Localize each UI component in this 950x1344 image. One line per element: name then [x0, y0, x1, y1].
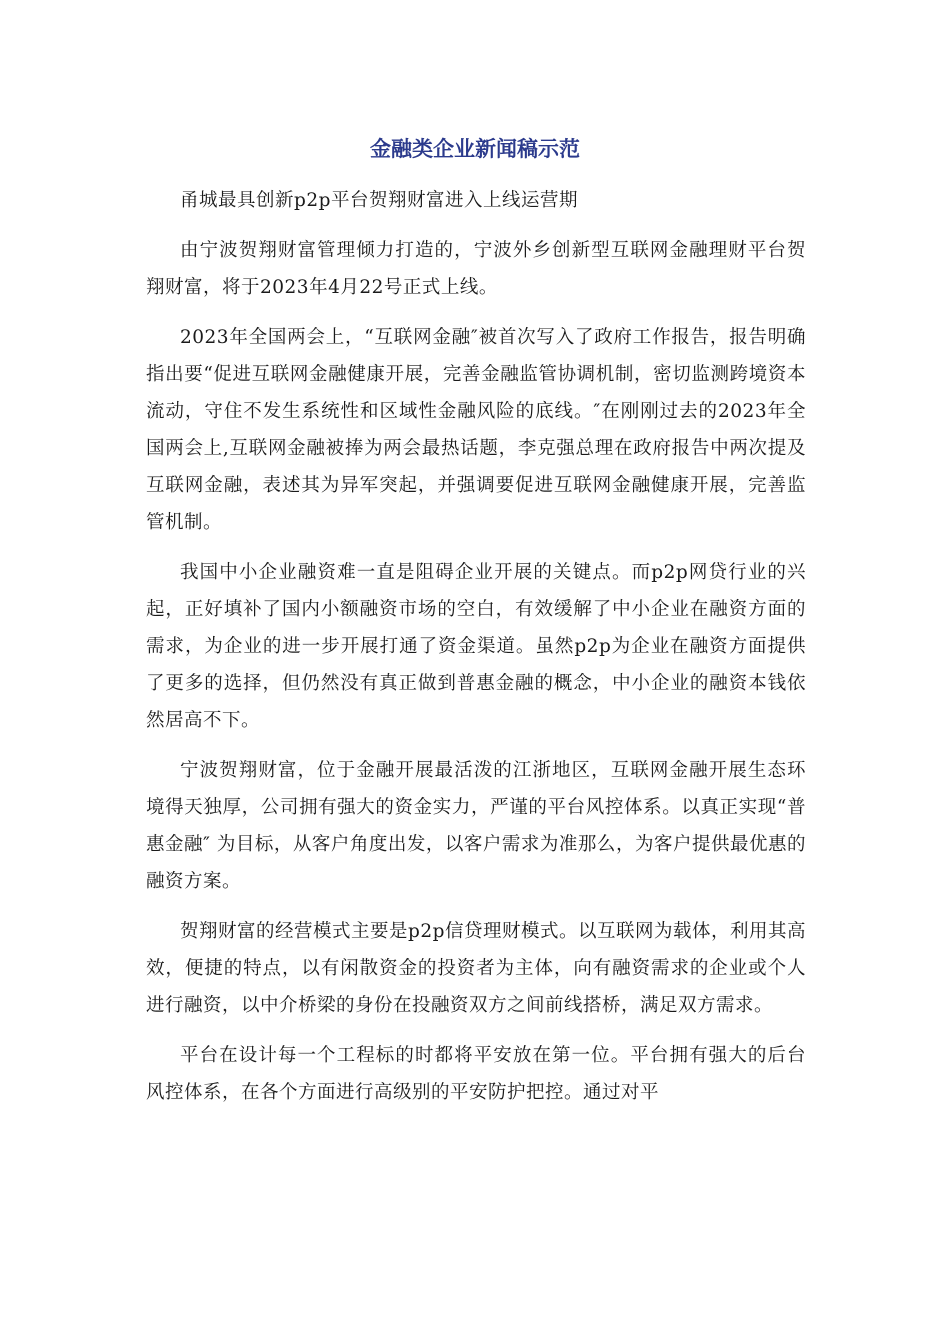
paragraph: 平台在设计每一个工程标的时都将平安放在第一位。平台拥有强大的后台风控体系，在各个方面进行高级别的平安防护把控。通过对平	[146, 1045, 806, 1103]
document-body	[146, 182, 806, 1124]
paragraph: 贺翔财富的经营模式主要是p2p信贷理财模式。以互联网为载体，利用其高效，便捷的特点，以有闲散资金的投资者为主体，向有融资需求的企业或个人进行融资，以中介桥梁的身份在投融资双方之间前线搭桥，满足双方需求。	[146, 921, 806, 1016]
paragraph: 2023年全国两会上，“互联网金融″被首次写入了政府工作报告，报告明确指出要“促进互联网金融健康开展，完善金融监管协调机制，密切监测跨境资本流动，守住不发生系统性和区域性金融风险的底线。″在刚刚过去的2023年全国两会上,互联网金融被捧为两会最热话题，李克强总理在政府报告中两次提及互联网金融，表述其为异军突起，并强调要促进互联网金融健康开展，完善监管机制。	[146, 327, 806, 533]
paragraph: 由宁波贺翔财富管理倾力打造的，宁波外乡创新型互联网金融理财平台贺翔财富，将于2023年4月22号正式上线。	[146, 240, 806, 298]
paragraph: 宁波贺翔财富，位于金融开展最活泼的江浙地区，互联网金融开展生态环境得天独厚，公司拥有强大的资金实力，严谨的平台风控体系。以真正实现“普惠金融″ 为目标，从客户角度出发，以客户需求为准那么，为客户提供最优惠的融资方案。	[146, 760, 806, 892]
document-title: 金融类企业新闻稿示范	[370, 137, 580, 161]
paragraph-headline: 甬城最具创新p2p平台贺翔财富进入上线运营期	[180, 190, 578, 211]
paragraph: 我国中小企业融资难一直是阻碍企业开展的关键点。而p2p网贷行业的兴起，正好填补了国内小额融资市场的空白，有效缓解了中小企业在融资方面的需求，为企业的进一步开展打通了资金渠道。虽然p2p为企业在融资方面提供了更多的选择，但仍然没有真正做到普惠金融的概念，中小企业的融资本钱依然居高不下。	[146, 562, 806, 731]
